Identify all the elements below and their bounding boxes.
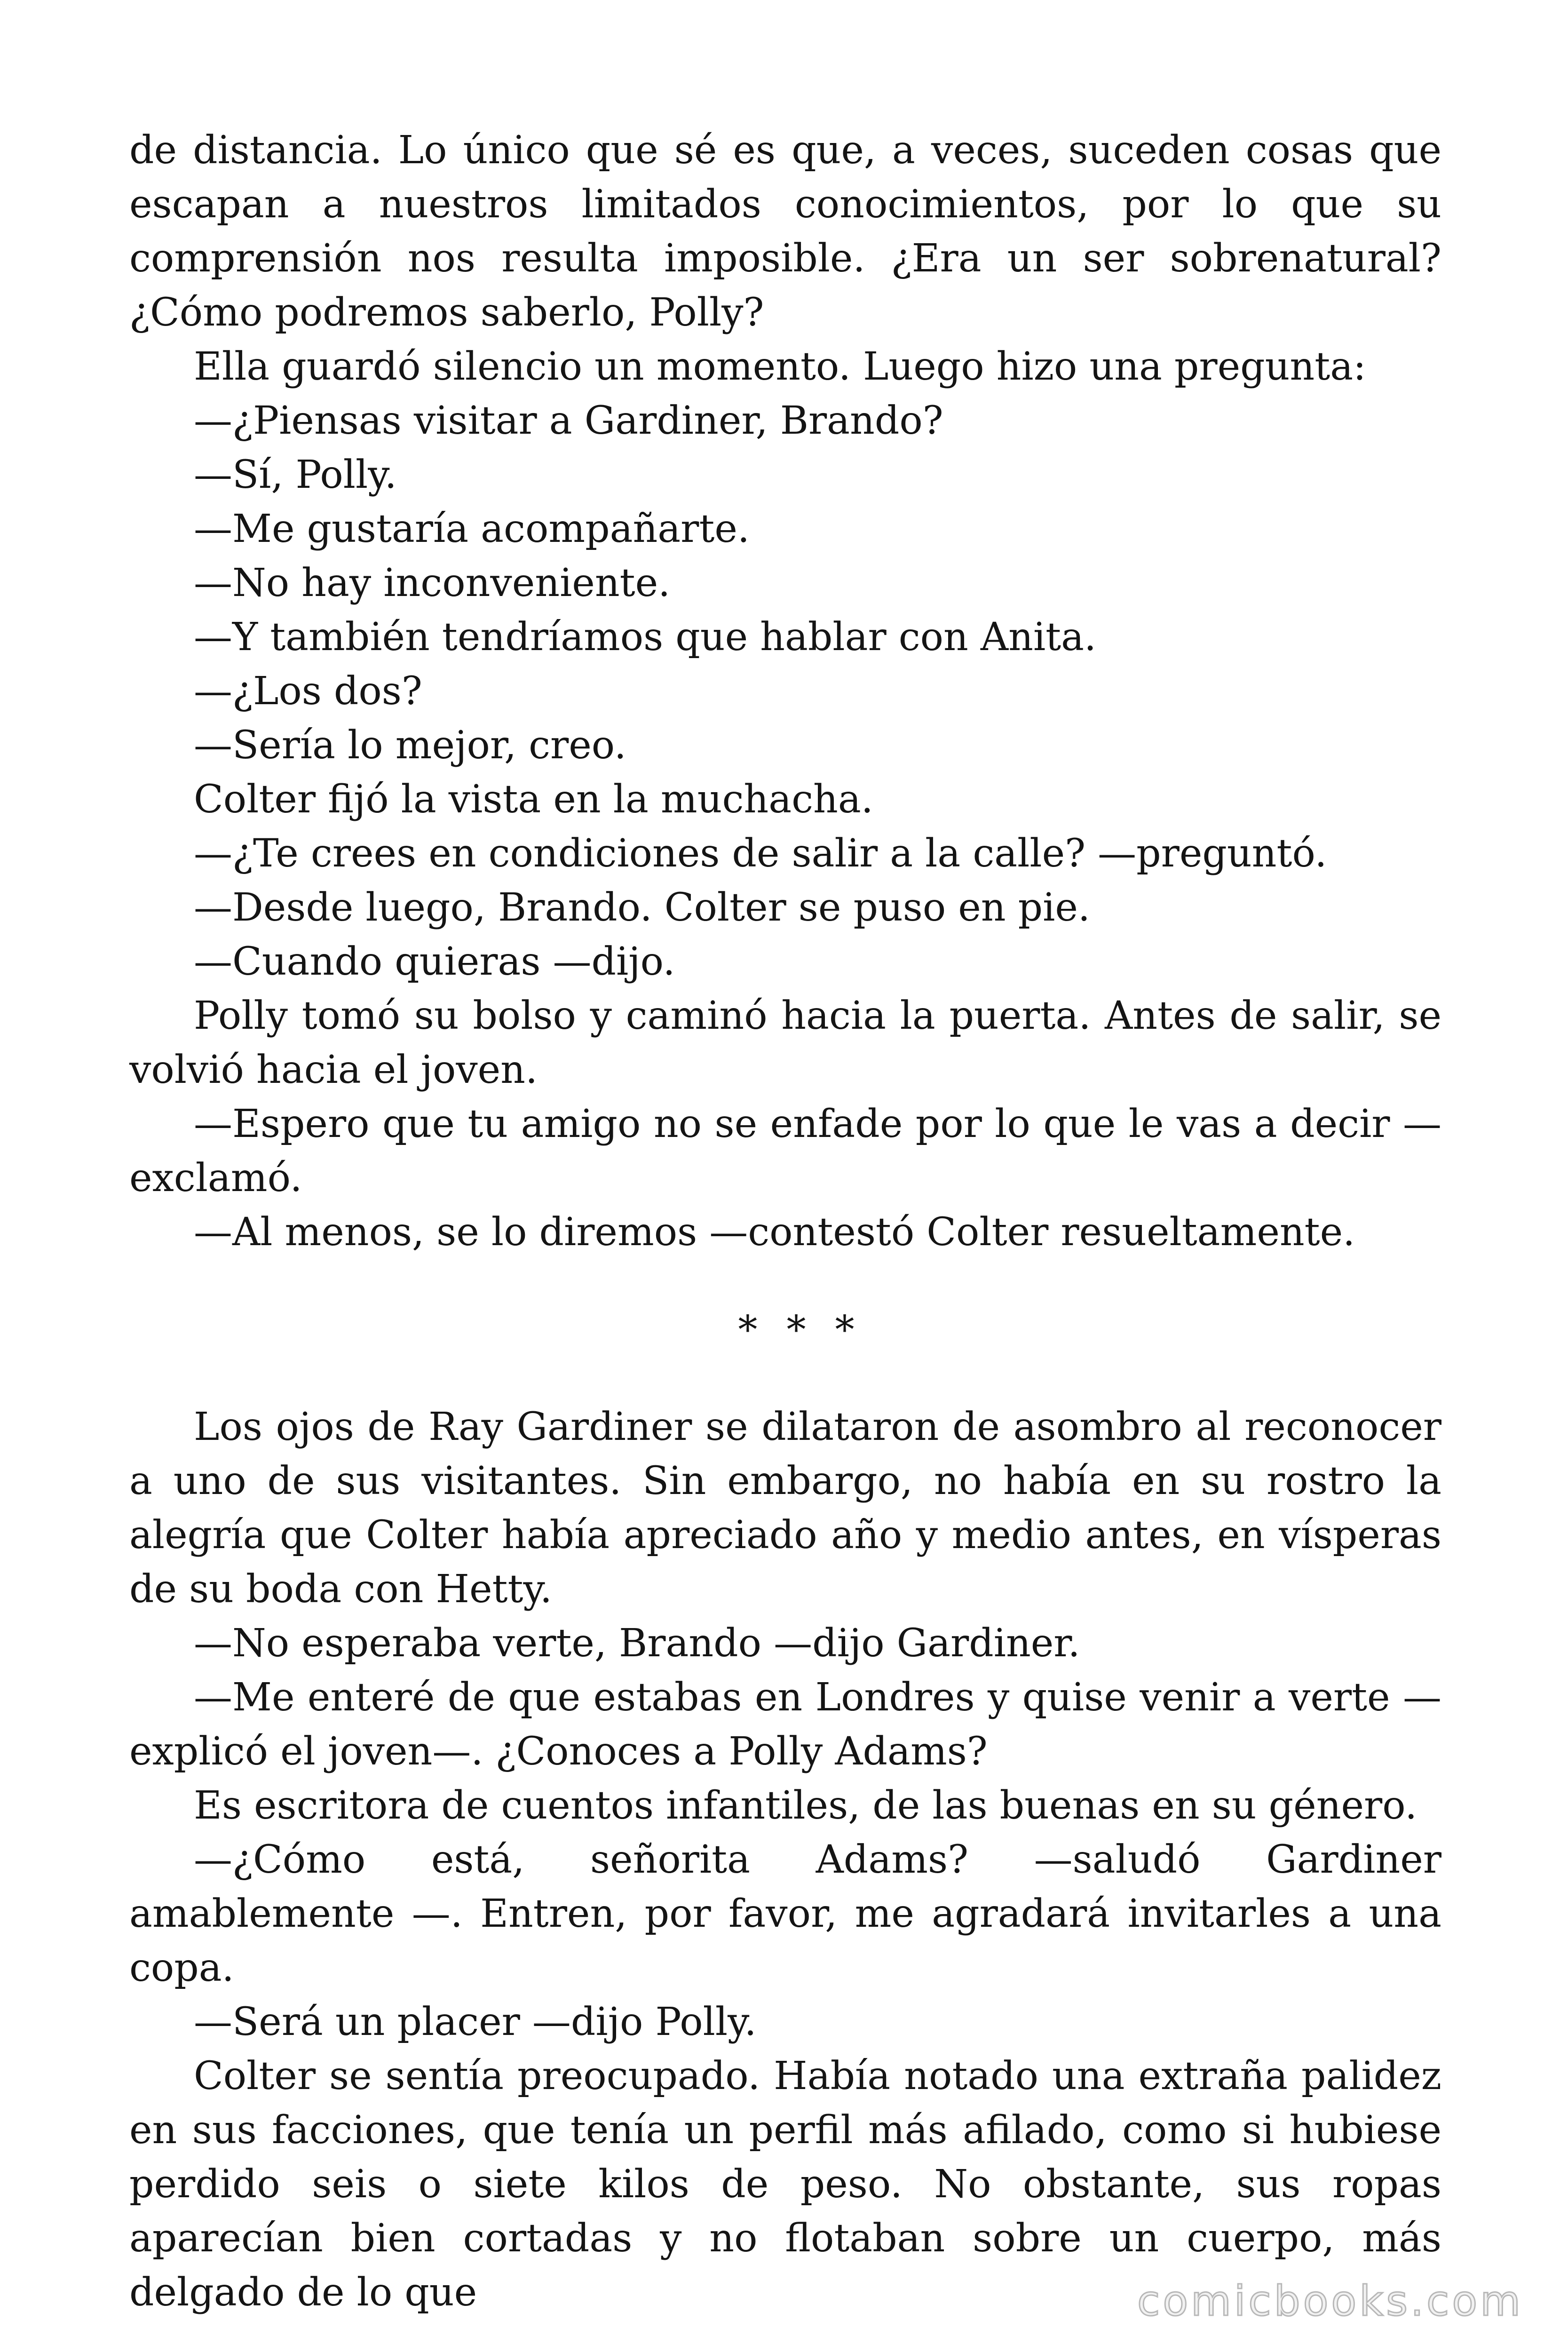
- dialogue-line: —Cuando quieras —dijo.: [194, 939, 675, 984]
- paragraph: Es escritora de cuentos infantiles, de las buenas en su género.: [194, 1783, 1418, 1828]
- dialogue-line: —Me enteré de que estabas en Londres y quise venir a verte —explicó el joven—. ¿Conoces a Polly Adams?: [129, 1675, 1441, 1774]
- section-separator: * * *: [738, 1308, 863, 1352]
- dialogue-line: —¿Te crees en condiciones de salir a la calle? —preguntó.: [194, 831, 1327, 876]
- paragraph: Polly tomó su bolso y caminó hacia la puerta. Antes de salir, se volvió hacia el joven.: [129, 993, 1441, 1092]
- dialogue-line: —Sí, Polly.: [194, 453, 397, 497]
- top-text-block: [129, 123, 1441, 1259]
- dialogue-line: —No esperaba verte, Brando —dijo Gardiner.: [194, 1621, 1080, 1666]
- dialogue-line: —No hay inconveniente.: [194, 561, 671, 605]
- paragraph: Colter se sentía preocupado. Había notado una extraña palidez en sus facciones, que tenía un perfil más afilado, como si hubiese perdido seis o siete kilos de peso. No obstante, sus ropas aparecían bien cortadas y no flotaban sobre un cuerpo, más delgado de lo que: [129, 2054, 1441, 2315]
- dialogue-line: —Y también tendríamos que hablar con Anita.: [194, 615, 1097, 660]
- paragraph: Los ojos de Ray Gardiner se dilataron de asombro al reconocer a uno de sus visitantes. Sin embargo, no había en su rostro la alegría que Colter había apreciado año y medio antes, en vísperas de su boda con Hetty.: [129, 1405, 1441, 1612]
- paragraph: Colter fijó la vista en la muchacha.: [194, 777, 873, 822]
- dialogue-line: —Será un placer —dijo Polly.: [194, 2000, 757, 2044]
- dialogue-line: —¿Cómo está, señorita Adams? —saludó Gardiner amablemente —. Entren, por favor, me agradará invitarles a una copa.: [129, 1837, 1441, 1990]
- dialogue-line: —Desde luego, Brando. Colter se puso en pie.: [194, 885, 1090, 930]
- paragraph: de distancia. Lo único que sé es que, a veces, suceden cosas que escapan a nuestros limitados conocimientos, por lo que su comprensión nos resulta imposible. ¿Era un ser sobrenatural? ¿Cómo podremos saberlo, Polly?: [129, 128, 1441, 335]
- watermark: comicbooks.com: [1137, 2277, 1523, 2325]
- dialogue-line: —Sería lo mejor, creo.: [194, 723, 626, 768]
- dialogue-line: —Espero que tu amigo no se enfade por lo que le vas a decir —exclamó.: [129, 1102, 1441, 1200]
- bottom-text-block: [129, 1400, 1441, 2320]
- paragraph: Ella guardó silencio un momento. Luego hizo una pregunta:: [194, 344, 1366, 389]
- dialogue-line: —¿Piensas visitar a Gardiner, Brando?: [194, 398, 943, 443]
- dialogue-line: —Al menos, se lo diremos —contestó Colter resueltamente.: [194, 1210, 1355, 1255]
- dialogue-line: —¿Los dos?: [194, 669, 422, 714]
- dialogue-line: —Me gustaría acompañarte.: [194, 507, 750, 551]
